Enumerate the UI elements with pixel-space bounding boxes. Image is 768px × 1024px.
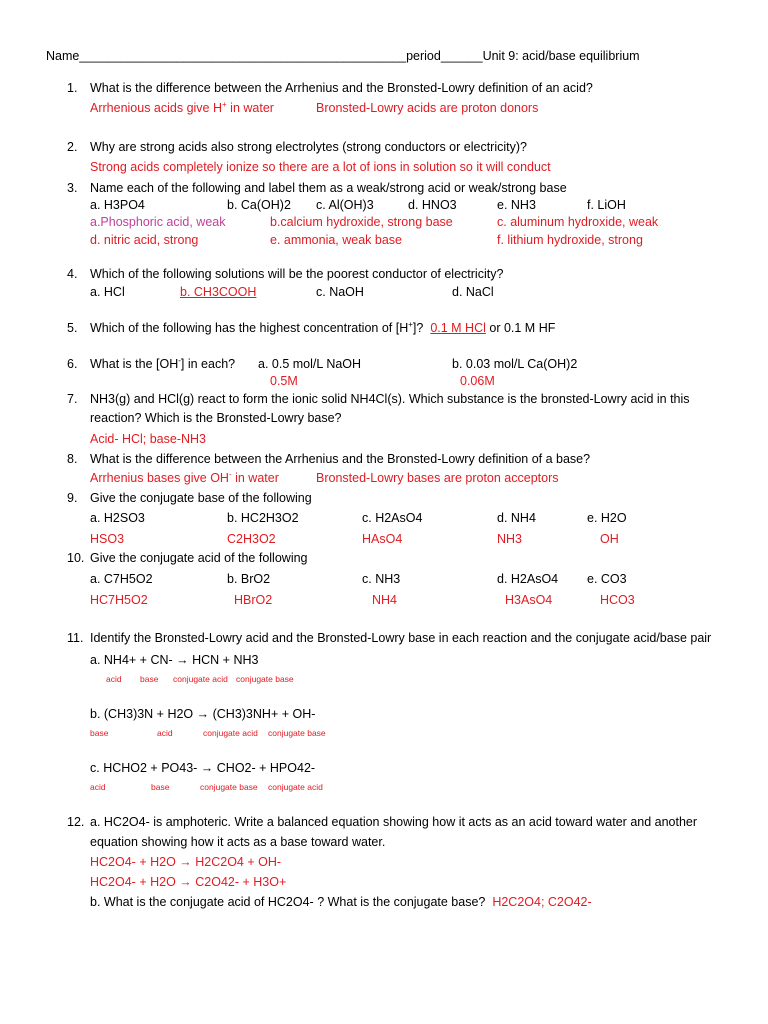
q12-text: a. HC2O4- is amphoteric. Write a balanced equation showing how it acts as an acid toward water and another (90, 815, 698, 829)
q11-b-label-3: conjugate acid (203, 728, 258, 738)
q6-text: What is the [OH-] in each? (90, 355, 236, 371)
q3-answer-f: f. lithium hydroxide, strong (497, 233, 643, 247)
q7-answer: Acid- HCl; base-NH3 (90, 432, 207, 446)
q11-equation-a: a. NH4+ + CN- → HCN + NH3 (90, 653, 259, 667)
q11-b-label-4: conjugate base (268, 728, 326, 738)
q3-answer-c: c. aluminum hydroxide, weak (497, 215, 659, 229)
q9-answer-b: C2H3O2 (227, 532, 276, 546)
q3-item-e: e. NH3 (497, 198, 536, 212)
q4-option-a: a. HCl (90, 285, 125, 299)
q8-answer-bronsted: Bronsted-Lowry bases are proton acceptors (316, 471, 559, 485)
q10-answer-a: HC7H5O2 (90, 593, 148, 607)
q3-item-d: d. HNO3 (408, 198, 457, 212)
q9-item-a: a. H2SO3 (90, 511, 145, 525)
q9-answer-e: OH (600, 532, 619, 546)
q2-number: 2. (67, 140, 78, 154)
q11-c-label-4: conjugate acid (268, 782, 323, 792)
q10-item-a: a. C7H5O2 (90, 572, 153, 586)
q4-option-c: c. NaOH (316, 285, 364, 299)
q4-number: 4. (67, 267, 78, 281)
q8-text: What is the difference between the Arrhenius and the Bronsted-Lowry definition of a base? (90, 452, 591, 466)
q11-a-label-4: conjugate base (236, 674, 294, 684)
q6-part-a: a. 0.5 mol/L NaOH (258, 357, 362, 371)
q10-number: 10. (67, 551, 85, 565)
q1-answer-arrhenius: Arrhenious acids give H+ in water (90, 99, 274, 115)
q10-item-d: d. H2AsO4 (497, 572, 559, 586)
q11-equation-c: c. HCHO2 + PO43- → CHO2- + HPO42- (90, 761, 316, 775)
q7-text: NH3(g) and HCl(g) react to form the ionic solid NH4Cl(s). Which substance is the bronsted-Lowry acid in this (90, 392, 690, 406)
q10-answer-d: H3AsO4 (505, 593, 553, 607)
q9-text: Give the conjugate base of the following (90, 491, 312, 505)
q10-item-c: c. NH3 (362, 572, 401, 586)
q3-item-a: a. H3PO4 (90, 198, 145, 212)
q12-equation-acid: HC2O4- + H2O → H2C2O4 + OH- (90, 855, 282, 869)
q8-number: 8. (67, 452, 78, 466)
q11-equation-b: b. (CH3)3N + H2O → (CH3)3NH+ + OH- (90, 707, 316, 721)
q10-item-b: b. BrO2 (227, 572, 271, 586)
q3-item-f: f. LiOH (587, 198, 626, 212)
q3-answer-d: d. nitric acid, strong (90, 233, 199, 247)
q4-option-b-answer: b. CH3COOH (180, 285, 257, 299)
q12-number: 12. (67, 815, 85, 829)
q11-text: Identify the Bronsted-Lowry acid and the Bronsted-Lowry base in each reaction and the conjugate acid/base pair (90, 631, 712, 645)
q6-part-b: b. 0.03 mol/L Ca(OH)2 (452, 357, 578, 371)
q1-number: 1. (67, 81, 78, 95)
q12-equation-base: HC2O4- + H2O → C2O42- + H3O+ (90, 875, 287, 889)
q9-item-c: c. H2AsO4 (362, 511, 423, 525)
q11-a-label-1: acid (106, 674, 122, 684)
q11-number: 11. (67, 631, 84, 645)
q10-answer-c: NH4 (372, 593, 398, 607)
q11-a-label-3: conjugate acid (173, 674, 228, 684)
q5-number: 5. (67, 321, 78, 335)
q8-answer-arrhenius: Arrhenius bases give OH- in water (90, 469, 279, 485)
q3-text: Name each of the following and label them as a weak/strong acid or weak/strong base (90, 181, 567, 195)
q10-item-e: e. CO3 (587, 572, 627, 586)
q3-answer-b: b.calcium hydroxide, strong base (270, 215, 453, 229)
q9-item-e: e. H2O (587, 511, 627, 525)
q4-option-d: d. NaCl (452, 285, 494, 299)
q11-a-label-2: base (140, 674, 159, 684)
q6-answer-a: 0.5M (270, 374, 298, 388)
q11-b-label-2: acid (157, 728, 173, 738)
q10-answer-e: HCO3 (600, 593, 635, 607)
q9-number: 9. (67, 491, 78, 505)
q9-answer-a: HSO3 (90, 532, 125, 546)
header-name: Name_______________________________________________period______Unit 9: acid/base equilibrium (46, 49, 640, 63)
q3-number: 3. (67, 181, 78, 195)
q12-part-b: b. What is the conjugate acid of HC2O4- ? What is the conjugate base? H2C2O4; C2O42- (90, 895, 592, 909)
q3-item-b: b. Ca(OH)2 (227, 198, 291, 212)
q7-text-2: reaction? Which is the Bronsted-Lowry base? (90, 411, 342, 425)
q9-answer-d: NH3 (497, 532, 523, 546)
q9-item-b: b. HC2H3O2 (227, 511, 299, 525)
q12-answer-b: H2C2O4; C2O42- (492, 895, 592, 909)
q6-answer-b: 0.06M (460, 374, 495, 388)
q3-answer-a: a.Phosphoric acid, weak (90, 215, 226, 229)
q11-b-label-1: base (90, 728, 109, 738)
q7-number: 7. (67, 392, 78, 406)
q1-answer-bronsted: Bronsted-Lowry acids are proton donors (316, 101, 539, 115)
q1-text: What is the difference between the Arrhenius and the Bronsted-Lowry definition of an acid? (90, 81, 593, 95)
q9-answer-c: HAsO4 (362, 532, 403, 546)
q3-answer-e: e. ammonia, weak base (270, 233, 403, 247)
q2-text: Why are strong acids also strong electrolytes (strong conductors or electricity)? (90, 140, 527, 154)
q11-c-label-3: conjugate base (200, 782, 258, 792)
q9-item-d: d. NH4 (497, 511, 536, 525)
q5-text: Which of the following has the highest concentration of [H+]? 0.1 M HCl or 0.1 M HF (90, 319, 556, 335)
q12-text-2: equation showing how it acts as a base toward water. (90, 835, 386, 849)
q10-text: Give the conjugate acid of the following (90, 551, 308, 565)
q10-answer-b: HBrO2 (234, 593, 273, 607)
q11-c-label-2: base (151, 782, 170, 792)
q6-number: 6. (67, 357, 78, 371)
q3-item-c: c. Al(OH)3 (316, 198, 374, 212)
q11-c-label-1: acid (90, 782, 106, 792)
q4-text: Which of the following solutions will be the poorest conductor of electricity? (90, 267, 504, 281)
q2-answer: Strong acids completely ionize so there are a lot of ions in solution so it will conduct (90, 160, 551, 174)
